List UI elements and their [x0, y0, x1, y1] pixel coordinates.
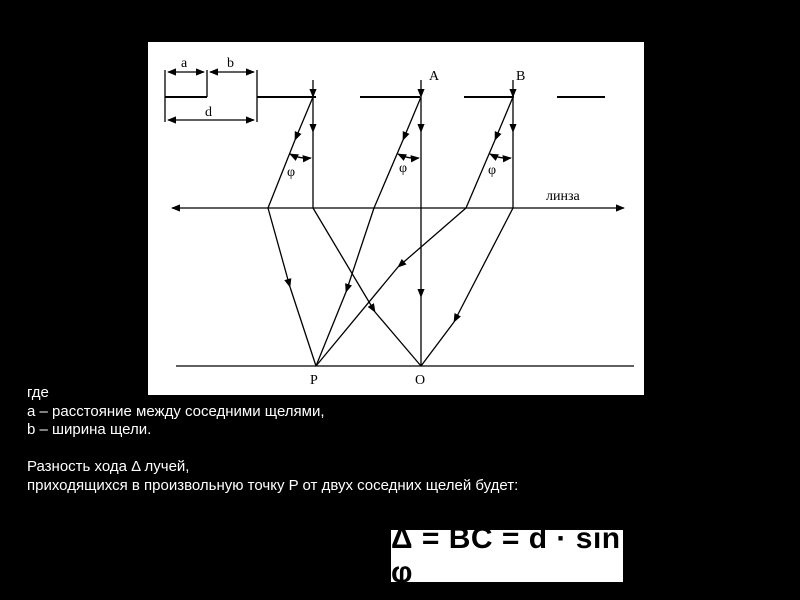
phi-angle-arc [490, 154, 511, 158]
label-phi: φ [488, 163, 497, 178]
ray-to-P [268, 208, 290, 287]
caption-path-difference-cont: приходящихся в произвольную точку P от двух соседних щелей будет: [27, 476, 519, 494]
ray-diffracted [295, 97, 313, 140]
label-B: B [516, 69, 526, 84]
label-phi: φ [399, 161, 408, 176]
label-P: P [310, 373, 318, 388]
caption-line-a: a – расстояние между соседними щелями, [27, 402, 325, 420]
caption-spacer [27, 440, 518, 459]
label-O: O [415, 373, 426, 388]
label-phi: φ [287, 165, 296, 180]
label-d: d [205, 105, 212, 120]
diffraction-grating-diagram [148, 42, 644, 395]
caption [27, 384, 518, 495]
ray-to-O [454, 208, 513, 322]
ray-to-P [290, 287, 316, 366]
ray-to-P [346, 208, 374, 292]
ray-to-P [398, 208, 466, 267]
ray-diffracted [403, 97, 421, 140]
label-lens: линза [546, 189, 580, 204]
formula-box [391, 522, 623, 589]
phi-angle-arc [290, 154, 311, 158]
caption-path-difference: Разность хода Δ лучей, [27, 458, 190, 475]
ray-to-P [316, 292, 346, 366]
label-A: A [429, 69, 440, 84]
caption-line-b: b – ширина щели. [27, 421, 152, 438]
ray-to-O [375, 312, 421, 366]
ray-diffracted [495, 97, 513, 140]
formula: Δ = BC = d · sin φ [391, 522, 621, 589]
label-a: a [181, 56, 188, 71]
diagram-canvas [148, 42, 644, 395]
label-b: b [227, 56, 234, 71]
phi-angle-arc [398, 154, 419, 158]
caption-where: где [27, 384, 49, 401]
ray-to-O [421, 322, 454, 366]
